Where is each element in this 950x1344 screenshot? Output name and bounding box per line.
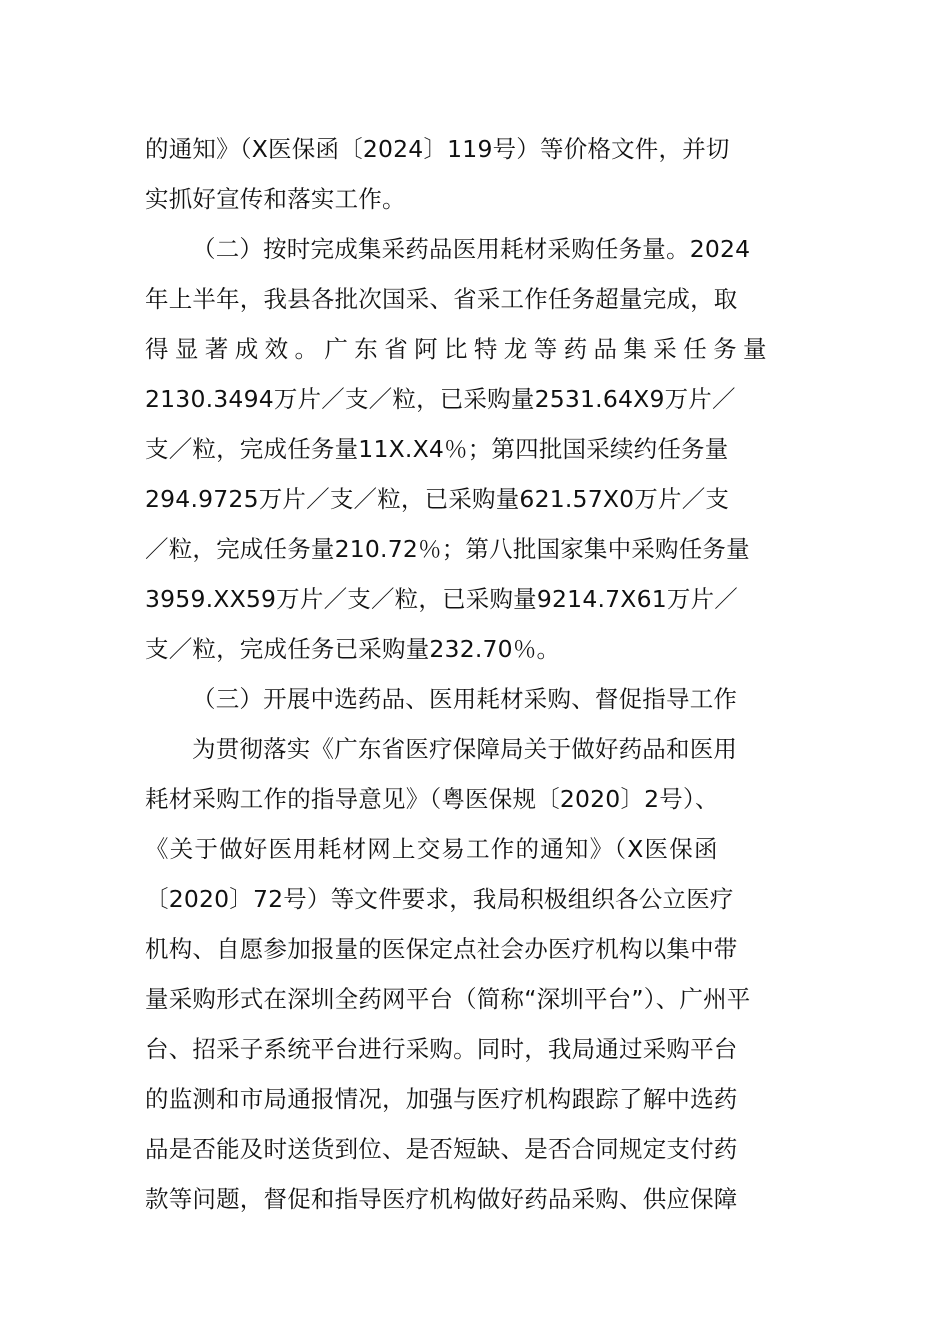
text-line: 得显著成效。广东省阿比特龙等药品集采任务量 — [145, 335, 773, 363]
text-line: 台、招采子系统平台进行采购。同时，我局通过采购平台 — [145, 1035, 738, 1063]
text-line: 3959.XX59万片／支／粒，已采购量9214.7X61万片／ — [145, 585, 739, 613]
document-body — [145, 124, 805, 1224]
text-line: 的监测和市局通报情况，加强与医疗机构跟踪了解中选药 — [145, 1085, 738, 1113]
text-line: 为贯彻落实《广东省医疗保障局关于做好药品和医用 — [192, 735, 738, 763]
text-line: 294.9725万片／支／粒，已采购量621.57X0万片／支 — [145, 485, 730, 513]
text-line: 年上半年，我县各批次国采、省采工作任务超量完成，取 — [145, 285, 738, 313]
text-line: 2130.3494万片／支／粒，已采购量2531.64X9万片／ — [145, 385, 736, 413]
section-heading-3: （三）开展中选药品、医用耗材采购、督促指导工作 — [192, 685, 738, 713]
text-line: 的通知》（X医保函〔2024〕119号）等价格文件，并切 — [145, 135, 730, 163]
text-line: 量采购形式在深圳全药网平台（简称“深圳平台”）、广州平 — [145, 985, 751, 1013]
paragraph-implementation — [145, 724, 805, 1224]
text-line: ／粒，完成任务量210.72％；第八批国家集中采购任务量 — [145, 535, 750, 563]
text-line: 款等问题，督促和指导医疗机构做好药品采购、供应保障 — [145, 1185, 738, 1213]
text-line: 支／粒，完成任务量11X.X4％；第四批国采续约任务量 — [145, 435, 729, 463]
text-line: 〔2020〕72号）等文件要求，我局积极组织各公立医疗 — [145, 885, 734, 913]
section-heading-2: （二）按时完成集采药品医用耗材采购任务量。2024 — [192, 235, 751, 263]
text-line: 耗材采购工作的指导意见》（粤医保规〔2020〕2号）、 — [145, 785, 719, 813]
paragraph-section-3-heading — [145, 674, 805, 724]
paragraph-notice-continuation — [145, 124, 805, 224]
text-line: 机构、自愿参加报量的医保定点社会办医疗机构以集中带 — [145, 935, 738, 963]
text-line: 《关于做好医用耗材网上交易工作的通知》（X医保函 — [145, 835, 719, 863]
text-line: 品是否能及时送货到位、是否短缺、是否合同规定支付药 — [145, 1135, 738, 1163]
text-line: 实抓好宣传和落实工作。 — [145, 185, 406, 213]
text-line: 支／粒，完成任务已采购量232.70％。 — [145, 635, 561, 663]
paragraph-procurement-tasks — [145, 224, 805, 674]
